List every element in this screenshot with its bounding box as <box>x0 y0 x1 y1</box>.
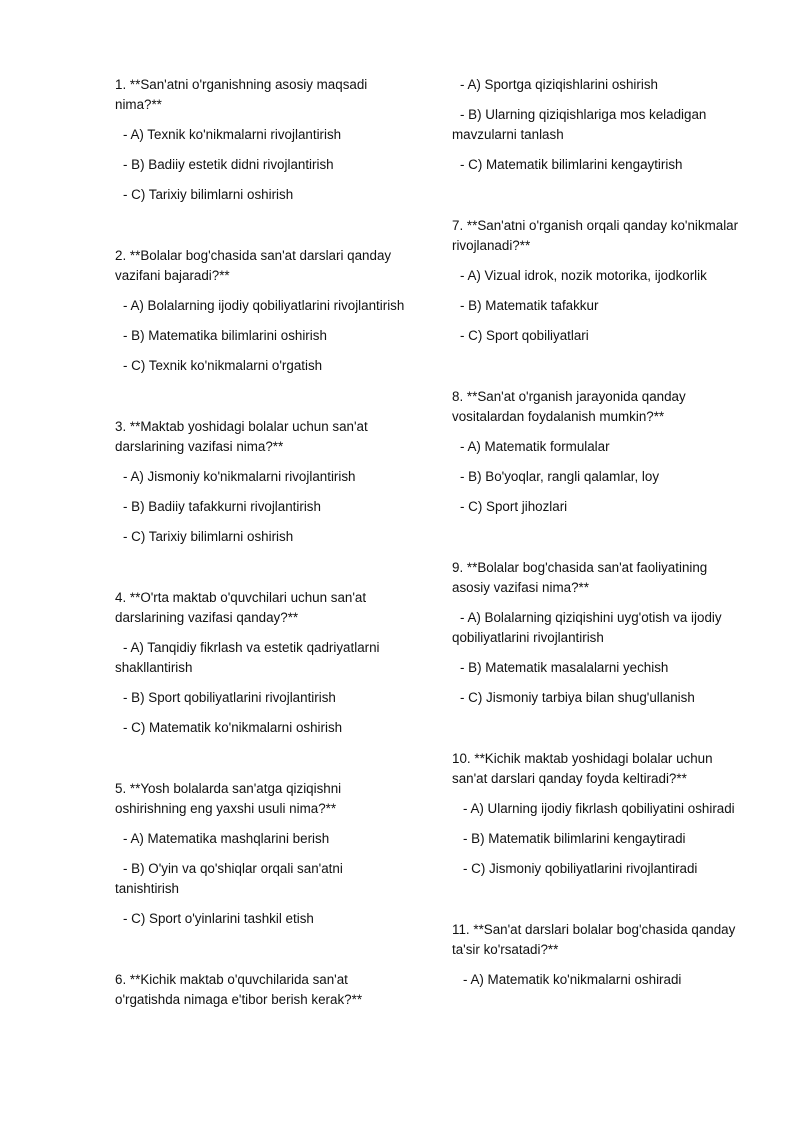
question-number: 5. <box>115 781 127 796</box>
option-b <box>452 105 747 145</box>
question-number: 10. <box>452 751 471 766</box>
question-1 <box>115 75 405 115</box>
option-text: - C) Sport o'yinlarini tashkil etish <box>123 911 314 926</box>
option-a <box>115 125 405 145</box>
option-text: - B) Sport qobiliyatlarini rivojlantirish <box>123 690 336 705</box>
option-text: - C) Jismoniy tarbiya bilan shug'ullanish <box>460 690 695 705</box>
option-text: - B) Matematik tafakkur <box>460 298 599 313</box>
option-a <box>452 266 747 286</box>
question-number: 9. <box>452 560 464 575</box>
option-b <box>115 326 405 346</box>
question-6 <box>115 970 405 1010</box>
option-text: - A) Sportga qiziqishlarini oshirish <box>460 77 658 92</box>
option-text: - A) Matematik ko'nikmalarni oshiradi <box>463 972 682 987</box>
question-number: 4. <box>115 590 127 605</box>
question-number: 8. <box>452 389 464 404</box>
option-b <box>452 296 747 316</box>
option-c <box>452 155 747 175</box>
right-column <box>452 75 747 1000</box>
option-a <box>115 467 405 487</box>
question-5 <box>115 779 405 819</box>
question-2 <box>115 246 405 286</box>
option-b <box>452 658 747 678</box>
option-b <box>115 859 405 899</box>
option-text: - C) Tarixiy bilimlarni oshirish <box>123 529 294 544</box>
option-a <box>452 799 747 819</box>
option-text: - A) Bolalarning ijodiy qobiliyatlarini rivojlantirish <box>123 298 405 313</box>
option-text: - C) Sport jihozlari <box>460 499 568 514</box>
option-a <box>452 437 747 457</box>
question-number: 1. <box>115 77 127 92</box>
option-a <box>452 970 747 990</box>
question-4 <box>115 588 405 628</box>
option-text: - C) Matematik ko'nikmalarni oshirish <box>123 720 343 735</box>
option-c <box>115 909 405 929</box>
option-b <box>115 155 405 175</box>
option-text: - B) Matematik masalalarni yechish <box>460 660 669 675</box>
question-10 <box>452 749 747 789</box>
option-text: - A) Bolalarning qiziqishini uyg'otish va ijodiy qobiliyatlarini rivojlantirish <box>452 610 722 645</box>
option-c <box>115 718 405 738</box>
option-text: - A) Matematika mashqlarini berish <box>123 831 330 846</box>
option-text: - A) Ularning ijodiy fikrlash qobiliyatini oshiradi <box>463 801 735 816</box>
question-3 <box>115 417 405 457</box>
option-text: - C) Sport qobiliyatlari <box>460 328 589 343</box>
option-a <box>115 829 405 849</box>
question-9 <box>452 558 747 598</box>
question-11 <box>452 920 747 960</box>
option-text: - A) Jismoniy ko'nikmalarni rivojlantirish <box>123 469 356 484</box>
question-text: **Bolalar bog'chasida san'at faoliyatining asosiy vazifasi nima?** <box>452 560 708 595</box>
left-column <box>115 75 405 1020</box>
option-c <box>452 497 747 517</box>
question-text: **Maktab yoshidagi bolalar uchun san'at darslarining vazifasi nima?** <box>115 419 368 454</box>
option-text: - C) Tarixiy bilimlarni oshirish <box>123 187 294 202</box>
option-a <box>115 296 405 316</box>
question-8 <box>452 387 747 427</box>
option-b <box>115 497 405 517</box>
option-text: - C) Texnik ko'nikmalarni o'rgatish <box>123 358 323 373</box>
question-text: **Yosh bolalarda san'atga qiziqishni oshirishning eng yaxshi usuli nima?** <box>115 781 342 816</box>
option-text: - C) Jismoniy qobiliyatlarini rivojlantiradi <box>463 861 698 876</box>
question-number: 11. <box>452 922 470 937</box>
option-b <box>115 688 405 708</box>
option-text: - A) Tanqidiy fikrlash va estetik qadriyatlarni shakllantirish <box>115 640 380 675</box>
question-text: **San'atni o'rganish orqali qanday ko'nikmalar rivojlanadi?** <box>452 218 739 253</box>
option-text: - A) Vizual idrok, nozik motorika, ijodkorlik <box>460 268 707 283</box>
question-number: 2. <box>115 248 127 263</box>
option-b <box>452 467 747 487</box>
option-a <box>115 638 405 678</box>
question-text: **San'at o'rganish jarayonida qanday vositalardan foydalanish mumkin?** <box>452 389 686 424</box>
option-text: - B) Matematika bilimlarini oshirish <box>123 328 327 343</box>
option-c <box>115 356 405 376</box>
option-a <box>452 608 747 648</box>
option-text: - B) Ularning qiziqishlariga mos keladigan mavzularni tanlash <box>452 107 707 142</box>
question-text: **Kichik maktab yoshidagi bolalar uchun san'at darslari qanday foyda keltiradi?** <box>452 751 713 786</box>
option-text: - B) Badiiy estetik didni rivojlantirish <box>123 157 334 172</box>
option-text: - B) Badiiy tafakkurni rivojlantirish <box>123 499 321 514</box>
question-text: **San'at darslari bolalar bog'chasida qanday ta'sir ko'rsatadi?** <box>452 922 736 957</box>
option-c <box>452 326 747 346</box>
option-c <box>115 527 405 547</box>
question-text: **O'rta maktab o'quvchilari uchun san'at darslarining vazifasi qanday?** <box>115 590 367 625</box>
option-c <box>452 859 747 879</box>
question-number: 3. <box>115 419 127 434</box>
option-b <box>452 829 747 849</box>
option-text: - B) O'yin va qo'shiqlar orqali san'atni tanishtirish <box>115 861 343 896</box>
question-7 <box>452 216 747 256</box>
question-number: 6. <box>115 972 127 987</box>
option-text: - B) Matematik bilimlarini kengaytiradi <box>463 831 686 846</box>
question-text: **Bolalar bog'chasida san'at darslari qanday vazifani bajaradi?** <box>115 248 392 283</box>
option-text: - B) Bo'yoqlar, rangli qalamlar, loy <box>460 469 660 484</box>
question-number: 7. <box>452 218 464 233</box>
option-a <box>452 75 747 95</box>
option-text: - C) Matematik bilimlarini kengaytirish <box>460 157 683 172</box>
option-text: - A) Texnik ko'nikmalarni rivojlantirish <box>123 127 342 142</box>
question-text: **Kichik maktab o'quvchilarida san'at o'rgatishda nimaga e'tibor berish kerak?** <box>115 972 363 1007</box>
option-text: - A) Matematik formulalar <box>460 439 610 454</box>
option-c <box>115 185 405 205</box>
option-c <box>452 688 747 708</box>
question-text: **San'atni o'rganishning asosiy maqsadi nima?** <box>115 77 368 112</box>
